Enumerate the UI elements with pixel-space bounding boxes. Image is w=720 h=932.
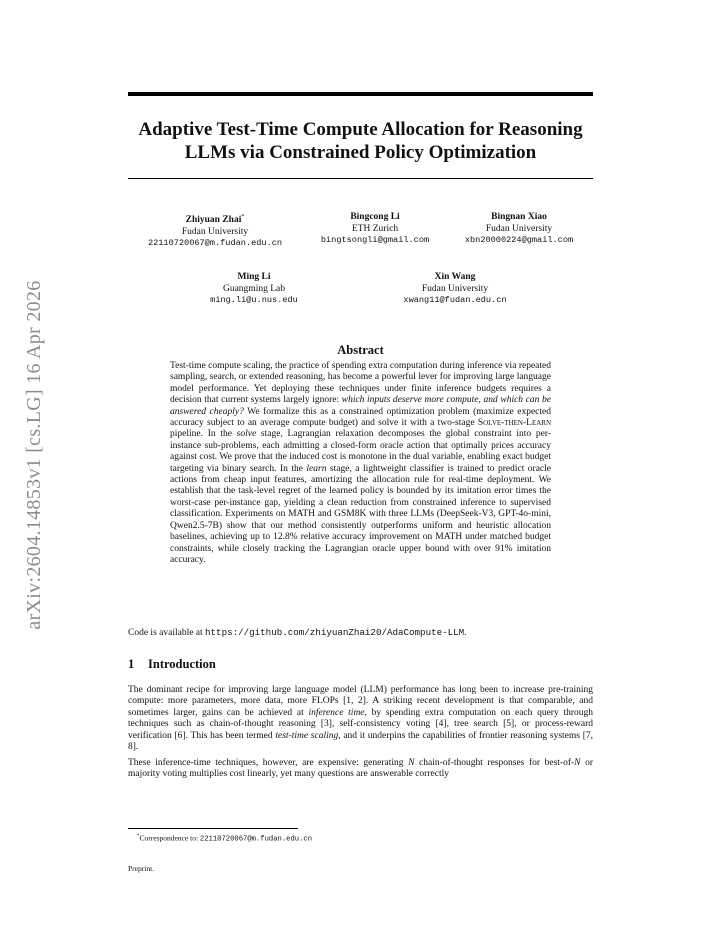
preprint-label: Preprint.: [128, 864, 155, 873]
section-number: 1: [128, 657, 135, 671]
author-affiliation: ETH Zurich: [351, 223, 399, 234]
footnote-mark: *: [137, 834, 140, 839]
author-affiliation: Fudan University: [421, 283, 489, 294]
author-block-5: [380, 272, 530, 307]
author-affiliation: Fudan University: [485, 223, 553, 234]
author-email[interactable]: bingtsongli@gmail.com: [320, 235, 430, 245]
author-email[interactable]: 22110720067@m.fudan.edu.cn: [147, 238, 283, 249]
author-footnote-mark: *: [241, 214, 245, 220]
abstract-emphasis-learn: learn: [306, 463, 327, 474]
title-bottom-rule: [128, 178, 593, 179]
footnote: *Correspondence to: 22110720067@m.fudan.edu.cn: [137, 833, 313, 844]
author-name: Xin Wang: [434, 272, 476, 282]
author-affiliation: Fudan University: [181, 226, 249, 237]
section-heading-introduction: [128, 657, 216, 672]
author-email[interactable]: xwang11@fudan.edu.cn: [403, 295, 507, 305]
abstract-heading: Abstract: [337, 343, 384, 357]
author-name: Bingcong Li: [350, 212, 400, 222]
author-name: Ming Li: [237, 272, 271, 282]
author-email[interactable]: ming.li@u.nus.edu: [210, 295, 298, 305]
intro-paragraph-2: These inference-time techniques, however, are expensive: generating N chain-of-thought responses for best-of-N or majority voting multiplies cost linearly, yet many questions are answerable correctly: [128, 758, 593, 780]
abstract-emphasis-solve: solve: [236, 429, 257, 440]
author-name: Zhiyuan Zhai*: [185, 214, 245, 226]
code-availability: Code is available at https://github.com/zhiyuanZhai20/AdaCompute-LLM.: [128, 627, 467, 638]
arxiv-identifier-stamp: arXiv:2604.14853v1 [cs.LG] 16 Apr 2026: [23, 280, 45, 630]
title-top-rule: [128, 92, 593, 96]
author-affiliation: Guangming Lab: [222, 283, 285, 294]
paper-title: Adaptive Test-Time Compute Allocation for Reasoning LLMs via Constrained Policy Optimization: [138, 119, 583, 163]
abstract-text: Test-time compute scaling, the practice of spending extra computation during inference via repeated sampling, search, or extended reasoning, has become a powerful lever for improving large language model performance. Yet deploying these techniques under finite inference budgets requires a decision that current systems largely ignore: which inputs deserve more compute, and which can be answered cheaply? We formalize this as a constrained optimization problem (maximize expected accuracy subject to an average compute budget) and solve it with a two-stage Solve-then-Learn pipeline. In the solve stage, Lagrangian relaxation decomposes the global constraint into per-instance sub-problems, each admitting a closed-form oracle action that optimally prices accuracy against cost. We prove that the induced cost is monotone in the dual variable, enabling exact budget targeting via binary search. In the learn stage, a lightweight classifier is trained to predict oracle actions from cheap input features, amortizing the allocation rule for real-time deployment. We establish that the task-level regret of the learned policy is bounded by its imitation error times the worst-case per-instance gap, yielding a clean reduction from constrained inference to supervised classification. Experiments on MATH and GSM8K with three LLMs (DeepSeek-V3, GPT-4o-mini, Qwen2.5-7B) show that our method consistently outperforms uniform and heuristic allocation baselines, achieving up to 12.8% relative accuracy improvement on MATH under matched budget constraints, while closely tracking the Lagrangian oracle upper bound with over 91% imitation accuracy.: [170, 361, 551, 565]
author-block-1: [134, 212, 296, 250]
method-name: Solve-then-Learn: [477, 418, 551, 429]
footnote-rule: [128, 828, 298, 829]
abstract-emphasis: which inputs deserve more compute, and which can be answered cheaply?: [170, 395, 551, 417]
author-name: Bingnan Xiao: [491, 212, 547, 222]
intro-paragraph-1: The dominant recipe for improving large language model (LLM) performance has long been to increase pre-training compute: more parameters, more data, more FLOPs [1, 2]. A striking recent development is that comparable, and sometimes larger, gains can be achieved at inference time, by spending extra computation on each query through techniques such as chain-of-thought reasoning [3], self-consistency voting [4], tree search [5], or process-reward verification [6]. This has been termed test-time scaling, and it underpins the capabilities of frontier reasoning systems [7, 8].: [128, 685, 593, 753]
author-email[interactable]: xbn20000224@gmail.com: [464, 235, 574, 245]
footnote-email[interactable]: 22110720067@m.fudan.edu.cn: [199, 835, 313, 844]
code-repository-link[interactable]: https://github.com/zhiyuanZhai20/AdaCompute-LLM: [205, 627, 465, 638]
section-title: Introduction: [148, 657, 216, 671]
author-block-4: [186, 272, 322, 307]
author-block-2: [300, 212, 450, 247]
author-block-3: [453, 212, 585, 247]
